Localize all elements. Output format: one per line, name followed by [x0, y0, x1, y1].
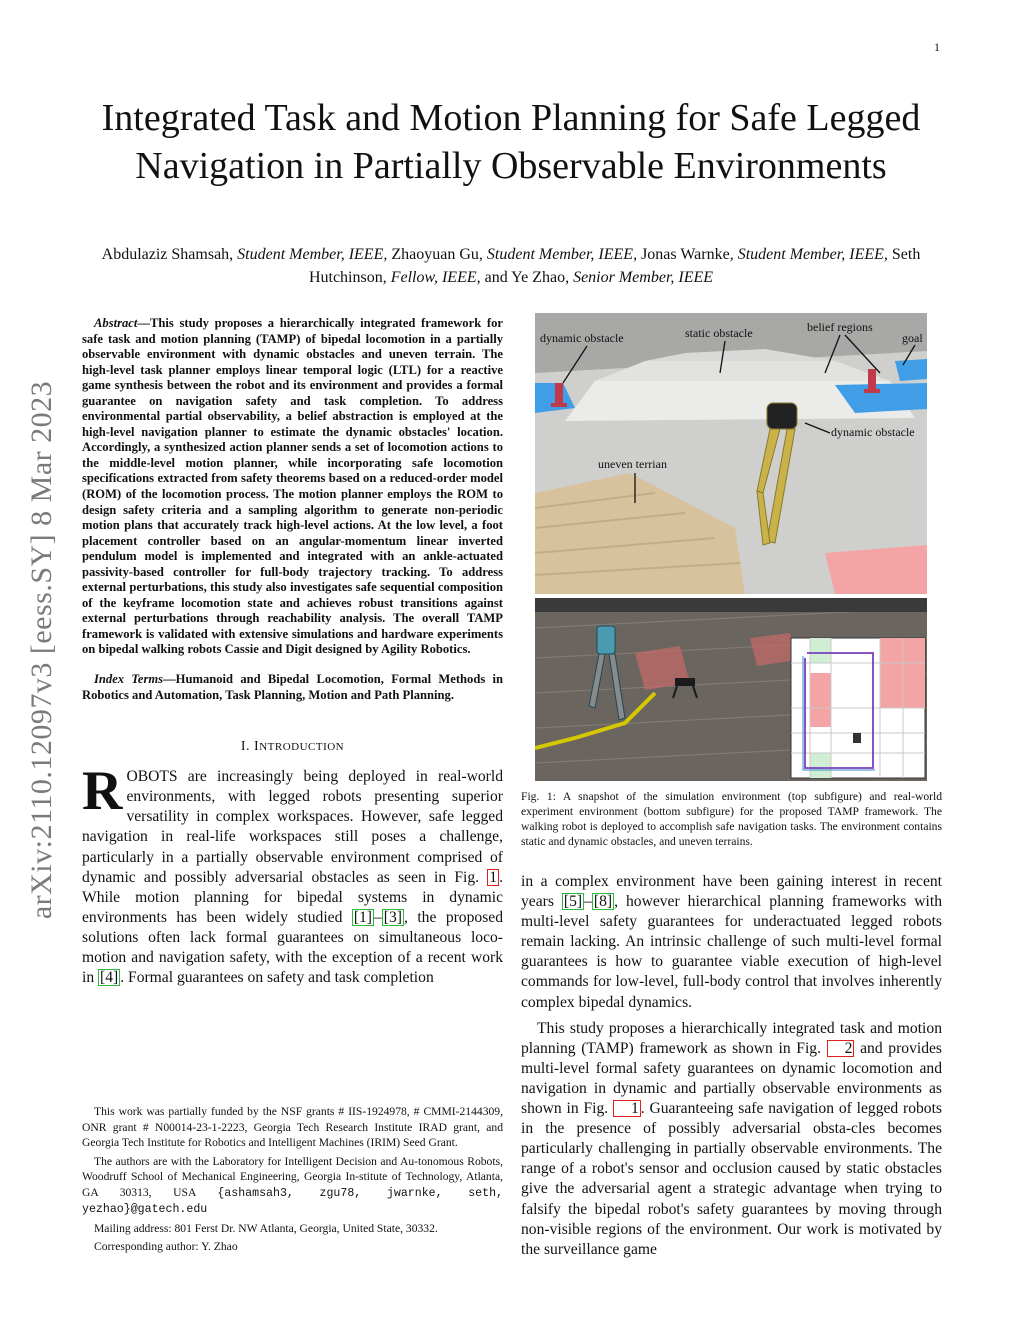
- citation-link[interactable]: [1]: [353, 908, 372, 926]
- footnote-emails[interactable]: {ashamsah3, zgu78, jwarnke, seth, yezhao}@gatech.edu: [82, 1186, 503, 1216]
- obstacle-base: [551, 403, 567, 407]
- figure-simulation: [535, 313, 927, 594]
- fig-ref-link[interactable]: 1: [613, 1100, 641, 1117]
- fig-ref-link[interactable]: 1: [489, 868, 498, 886]
- section-title-rest: NTRODUCTION: [259, 741, 345, 754]
- arxiv-id-text: arXiv:2110.12097v3 [eess.SY] 8 Mar 2023: [25, 380, 59, 920]
- unsafe-region: [825, 545, 927, 594]
- footnotes: [82, 1104, 503, 1258]
- intro-p2-part-b: and provides multi-level formal safety guarantees on dynamic locomotion and navigation in dynamic and partially observable environments as shown in Fig.: [521, 1039, 943, 1118]
- simulation-scene: [535, 313, 927, 594]
- label-uneven-terrain: uneven terrian: [598, 457, 667, 471]
- citation-dash: –: [584, 893, 592, 911]
- real-world-scene: [535, 598, 927, 781]
- author-and: and: [484, 269, 508, 286]
- intro-paragraph-1-continued: [521, 872, 942, 1013]
- footnote-mailing: Mailing address: 801 Ferst Dr. NW Atlanta, Georgia, United State, 30332.: [94, 1221, 438, 1235]
- section-heading-introduction: [82, 739, 503, 755]
- inset-obstacle-marker: [853, 733, 861, 743]
- citation-link[interactable]: [3]: [383, 908, 402, 926]
- footnote-funding: This work was partially funded by the NSF grants # IIS-1924978, # CMMI-2144309, ONR grant # N00014-23-1-2223, Georgia Tech Research Institute IRAD grant, and Georgia Tech Institute for Robotics and Intelligent Machines (IRIM) Seed Grant.: [82, 1105, 503, 1149]
- citation-dash: –: [374, 908, 382, 926]
- intro-p1-part-d: . Formal guarantees on safety and task completion: [120, 969, 434, 987]
- index-terms-text: Humanoid and Bipedal Locomotion, Formal Methods in Robotics and Automation, Task Planning, Motion and Path Planning.: [82, 672, 503, 702]
- label-dynamic-obstacle-2: dynamic obstacle: [831, 425, 915, 439]
- abstract-text: This study proposes a hierarchically integrated framework for safe task and motion planning (TAMP) of bipedal locomotion in a partially observable environment with dynamic obstacles and uneven terrain. The high-level task planner employs linear temporal logic (LTL) for a reactive game synthesis between the robot and its environment and provides a formal guarantee on navigation safety and task completion. To address environmental partial observability, a belief abstraction is employed at the high-level navigation planner to estimate the dynamic obstacles' location. Accordingly, a synthesized action planner sends a set of locomotion actions to the middle-level motion planner, while incorporating safe locomotion specifications extracted from safety theorems based on a reduced-order model (ROM) of the locomotion process. The motion planner employs the ROM to design safety criteria and a sampling algorithm to generate non-periodic motion plans that accurately track high-level actions. At the low level, a foot placement controller based on an angular-momentum linear inverted pendulum model is implemented and integrated with an ankle-actuated passivity-based controller for full-body trajectory tracking. To address external perturbations, this study also investigates safe sequential composition of the keyframe locomotion state and achieves robust transitions against external perturbations through reachability analysis. The overall TAMP framework is validated with extensive simulations and hardware experiments on bipedal walking robots Cassie and Digit designed by Agility Robotics.: [82, 316, 503, 657]
- label-goal: goal: [902, 331, 923, 345]
- footnote-corresponding: Corresponding author: Y. Zhao: [94, 1240, 238, 1253]
- abstract-dash: —: [137, 316, 150, 330]
- figure-real-world: [535, 598, 927, 781]
- figure-caption: Fig. 1: A snapshot of the simulation environment (top subfigure) and real-world experiment environment (bottom subfigure) for the proposed TAMP framework. The walking robot is deployed to accomplish safe navigation tasks. The environment contains static and dynamic obstacles, and uneven terrains.: [521, 790, 942, 848]
- digit-torso: [597, 626, 615, 654]
- label-belief-regions: belief regions: [807, 320, 873, 334]
- citation-link[interactable]: [5]: [563, 893, 583, 911]
- inset-cell-goal: [810, 753, 831, 778]
- index-terms: [82, 672, 503, 703]
- drop-cap: R: [82, 760, 123, 823]
- citation-link[interactable]: [8]: [593, 893, 613, 911]
- label-dynamic-obstacle: dynamic obstacle: [540, 331, 624, 345]
- label-static-obstacle: static obstacle: [685, 326, 753, 340]
- quadruped-body: [675, 678, 695, 686]
- author-4: Seth Hutchinson,: [308, 246, 921, 286]
- arxiv-identifier: [20, 350, 64, 950]
- author-5-role: Senior Member, IEEE: [573, 269, 714, 286]
- intro-paragraph-1: [82, 760, 503, 988]
- abstract: [82, 316, 503, 658]
- author-3: Jonas Warnke,: [641, 246, 734, 263]
- intro-p2-part-a: This study proposes a hierarchically integrated task and motion planning (TAMP) framework as shown in Fig.: [521, 1019, 942, 1057]
- intro-p2-part-c: . Guaranteeing safe navigation of legged robots in the presence of possibly adversarial obsta-cles becomes particularly challenging in partially observable environments. The range of a robot's sensor and occlusion caused by static obstacles give the adversarial agent a strategic advantage when trying to falsify the bipedal robot's safety guarantees by moving through non-visible regions of the environment. Our work is motivated by the surveillance game: [521, 1100, 942, 1258]
- section-title-first: I: [254, 739, 260, 755]
- paper-title: Integrated Task and Motion Planning for Safe Legged Navigation in Partially Observable Environments: [101, 97, 921, 187]
- author-4-role: Fellow, IEEE,: [390, 269, 481, 286]
- obstacle-base: [864, 389, 880, 393]
- index-terms-label: Index Terms: [94, 672, 164, 687]
- back-wall: [535, 598, 927, 612]
- fig-ref-link[interactable]: 2: [827, 1040, 855, 1057]
- right-column: [521, 872, 942, 1260]
- inset-cell-start: [810, 638, 831, 663]
- intro-p1-part-c: , the proposed solutions often lack formal guarantees on simultaneous loco-motion and navigation safety, with the exception of a recent work in: [82, 908, 503, 987]
- citation-link[interactable]: [4]: [100, 969, 119, 987]
- page-number: 1: [934, 40, 940, 54]
- author-3-role: Student Member, IEEE,: [737, 246, 888, 263]
- index-terms-dash: —: [163, 672, 176, 687]
- left-column: [82, 316, 503, 988]
- robot-pelvis: [767, 403, 797, 429]
- author-5: Ye Zhao,: [511, 269, 570, 286]
- author-list: [100, 243, 922, 289]
- footnote-affiliation-text: The authors are with the Laboratory for Intelligent Decision and Au-tonomous Robots, Woodruff School of Mechanical Engineering, Georgia In-stitute of Technology, Atlanta, GA 30313, USA: [82, 1154, 503, 1199]
- unsafe-tile: [750, 633, 797, 666]
- intro-p1-part-a: OBOTS are increasingly being deployed in real-world environments, with legged robots presenting superior versatility in complex workspaces. However, safe legged navigation in real-life workspaces still poses a challenge, particularly in a partially observable environment comprised of dynamic and possibly adversarial obstacles as seen in Fig.: [82, 768, 503, 886]
- inset-cell-unsafe: [810, 673, 831, 727]
- intro-p1-cont-b: , however hierarchical planning frameworks with multi-level safety guarantees for underactuated legged robots remain lacking. An intrinsic challenge of such multi-level formal guarantees is how to guarantee viable execution of high-level commands for low-level, full-body control that involves inherently complex bipedal dynamics.: [521, 893, 942, 1011]
- abstract-label: Abstract: [94, 316, 138, 330]
- footnote-affiliation: [82, 1154, 503, 1218]
- author-1-role: Student Member, IEEE,: [237, 246, 388, 263]
- intro-p1-part-b: . While motion planning for bipedal systems in dynamic environments has been widely studied: [82, 868, 503, 926]
- intro-p1-cont-a: in a complex environment have been gaining interest in recent years: [521, 873, 942, 911]
- intro-paragraph-2: [521, 1019, 942, 1260]
- section-number: I.: [240, 739, 251, 755]
- author-1: Abdulaziz Shamsah,: [101, 246, 234, 263]
- author-2: Zhaoyuan Gu,: [391, 246, 483, 263]
- author-2-role: Student Member, IEEE,: [486, 246, 638, 263]
- goal-region: [895, 359, 927, 381]
